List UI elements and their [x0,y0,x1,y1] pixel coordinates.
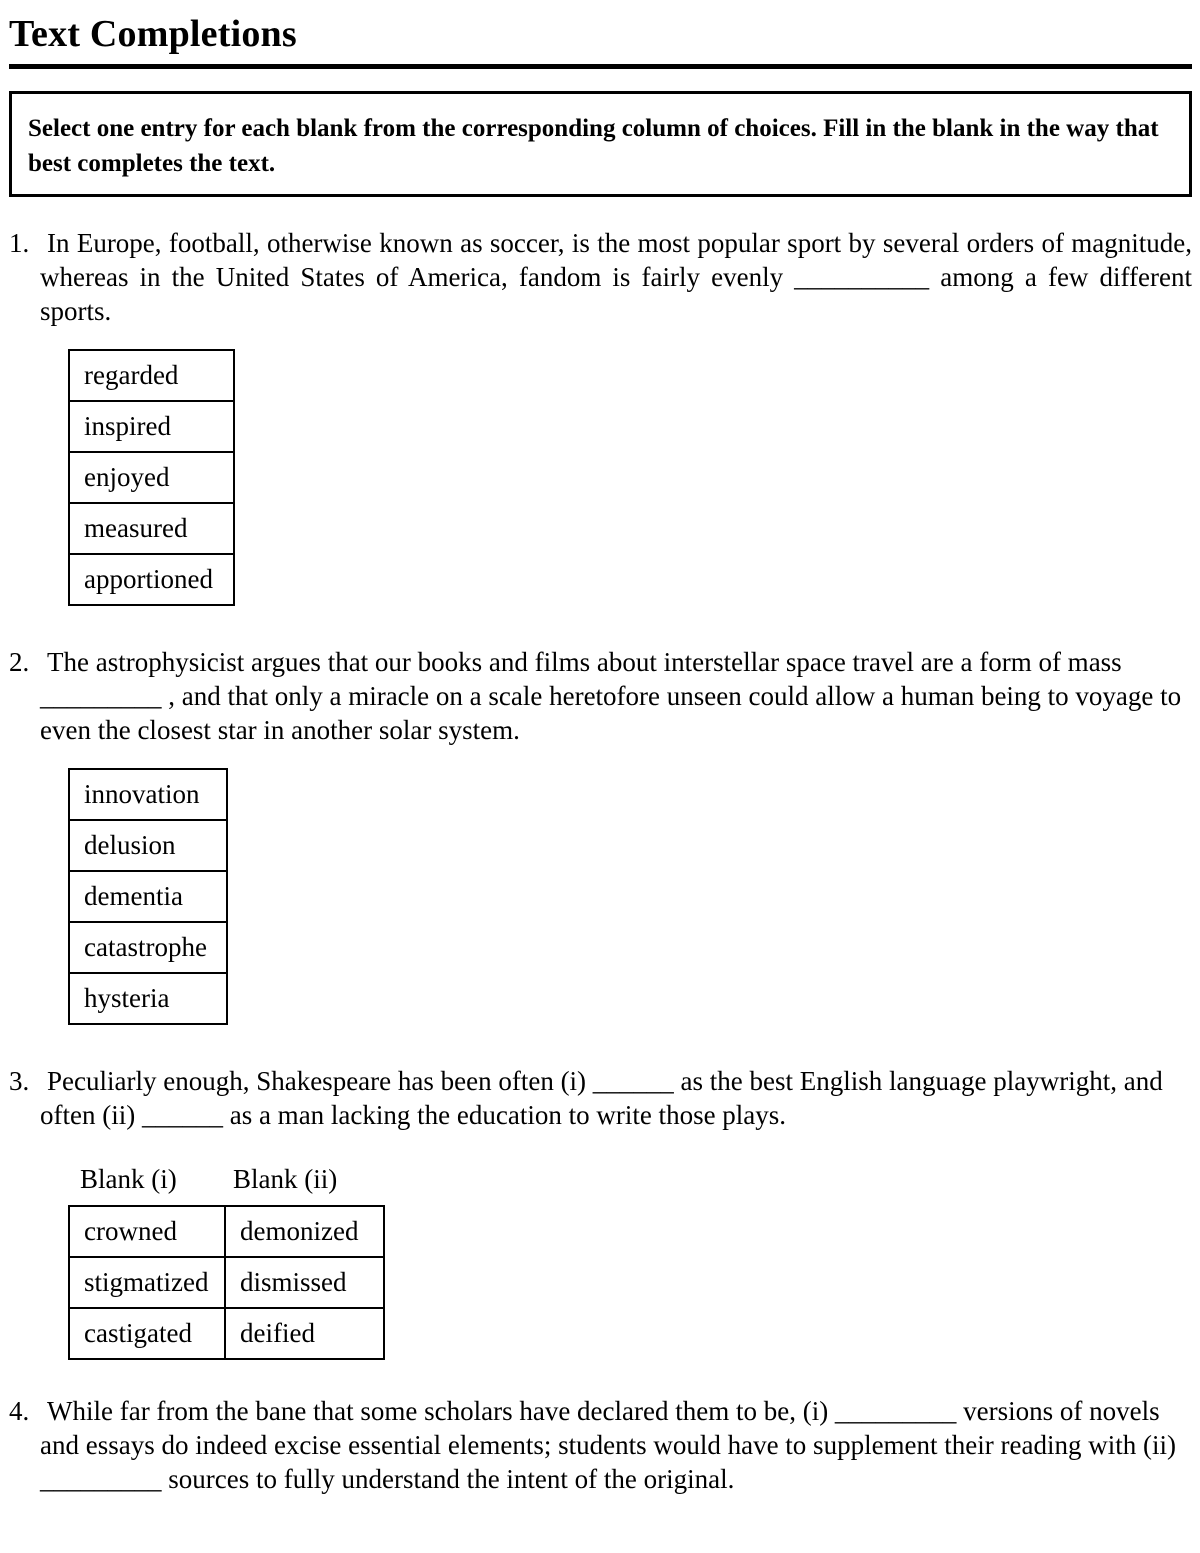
choice-option-blank-ii[interactable]: deified [225,1308,384,1359]
column-header-blank-i: Blank (i) [80,1164,177,1194]
choice-option[interactable]: hysteria [69,973,227,1024]
question-text: The astrophysicist argues that our books and films about interstellar space travel are a form of mass _________ , and that only a miracle on a scale heretofore unseen could allow a human being to voyage to even the closest star in another solar system. [40,647,1182,745]
question-text: In Europe, football, otherwise known as soccer, is the most popular sport by several orders of magnitude, whereas in the United States of America, fandom is fairly evenly __________ among a few different sports. [40,228,1192,326]
choice-option-blank-i[interactable]: stigmatized [69,1257,225,1308]
question-number: 1. [9,228,30,258]
choice-option[interactable]: measured [69,503,234,554]
choice-option-blank-i[interactable]: crowned [69,1206,225,1257]
instructions-box [9,91,1192,197]
choice-option[interactable]: inspired [69,401,234,452]
question-text: While far from the bane that some scholars have declared them to be, (i) _________ versions of novels and essays do indeed excise essential elements; students would have to supplement their reading with (ii) _________ sources to fully understand the intent of the original. [40,1396,1176,1494]
title-rule [9,64,1192,69]
choice-option[interactable]: delusion [69,820,227,871]
instructions-text: Select one entry for each blank from the corresponding column of choices. Fill in the blank in the way that best completes the text. [28,115,1159,177]
choice-option-blank-ii[interactable]: demonized [225,1206,384,1257]
choice-option-blank-i[interactable]: castigated [69,1308,225,1359]
choice-option[interactable]: enjoyed [69,452,234,503]
question-4 [9,1394,1192,1496]
question-3 [9,1064,1192,1132]
choice-option[interactable]: regarded [69,350,234,401]
choice-option[interactable]: catastrophe [69,922,227,973]
column-header-blank-ii: Blank (ii) [233,1164,338,1194]
question-number: 3. [9,1066,30,1096]
choice-option[interactable]: dementia [69,871,227,922]
question-number: 4. [9,1396,30,1426]
choice-option[interactable]: apportioned [69,554,234,605]
answer-choices-1 [68,349,235,606]
question-text: Peculiarly enough, Shakespeare has been often (i) ______ as the best English language playwright, and often (ii) ______ as a man lacking the education to write those plays. [40,1066,1163,1130]
question-1 [9,226,1192,328]
page-title: Text Completions [9,13,297,55]
answer-choices-3 [68,1205,385,1360]
choice-option[interactable]: innovation [69,769,227,820]
answer-choices-2 [68,768,228,1025]
choice-option-blank-ii[interactable]: dismissed [225,1257,384,1308]
question-number: 2. [9,647,30,677]
question-2 [9,645,1192,747]
